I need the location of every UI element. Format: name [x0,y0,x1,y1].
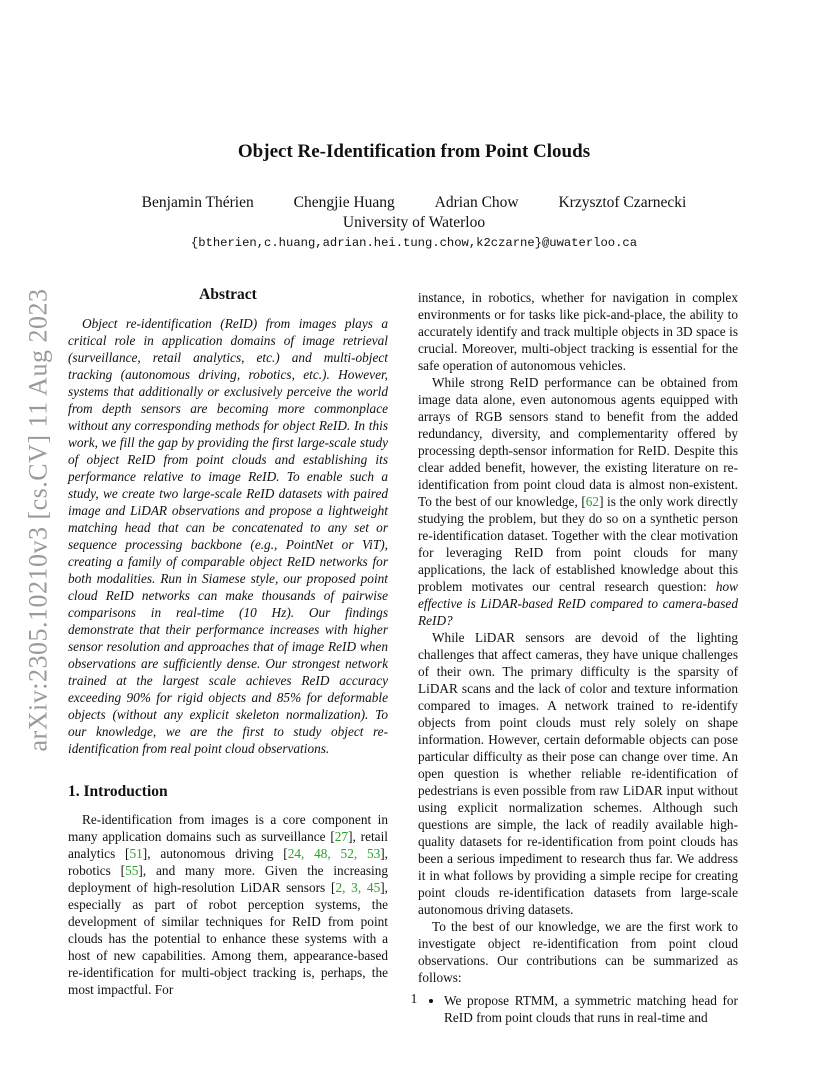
author-emails: {btherien,c.huang,adrian.hei.tung.chow,k2czarne}@uwaterloo.ca [190,236,638,250]
abstract-text: Object re-identification (ReID) from images plays a critical role in application domains of image retrieval (surveillance, retail analytics, etc.) and multi-object tracking (autonomous driving, robotics, etc.). However, systems that additionally or exclusively perceive the world from depth sensors are becoming more commonplace without any corresponding methods for object ReID. In this work, we fill the gap by providing the first large-scale study of object ReID from point clouds and establishing its performance relative to image ReID. To enable such a study, we create two large-scale ReID datasets with paired image and LiDAR observations and propose a lightweight matching head that can be concatenated to any set or sequence processing backbone (e.g., PointNet or ViT), creating a family of comparable object ReID networks for both modalities. Run in Siamese style, our proposed point cloud ReID networks can make thousands of pairwise comparisons in real-time (10 Hz). Our findings demonstrate that their performance increases with higher sensor resolution and approaches that of image ReID when observations are sufficiently dense. Our strongest network trained at the largest scale achieves ReID accuracy exceeding 90% for rigid objects and 85% for deformable objects (without any explicit skeleton normalization). To our knowledge, we are the first to study object re-identification from real point cloud observations. [68,316,388,756]
arxiv-identifier: arXiv:2305.10210v3 [cs.CV] 11 Aug 2023 [23,288,52,752]
section-heading-introduction: 1. Introduction [68,783,168,800]
author-name: Benjamin Thérien [141,194,254,211]
paper-title: Object Re-Identification from Point Clouds [237,141,591,162]
citation-link[interactable]: 2, 3, 45 [335,880,381,895]
list-item: • We propose RTMM, a symmetric matching head for ReID from point clouds that runs in real-time and [444,992,738,1026]
affiliation: University of Waterloo [342,214,486,231]
page-number: 1 [410,991,418,1006]
citation-link[interactable]: 51 [129,846,143,861]
abstract-heading: Abstract [199,286,257,303]
right-column [418,289,738,1026]
citation-link[interactable]: 24, 48, 52, 53 [287,846,381,861]
arxiv-sidebar [18,280,58,760]
intro-paragraph: Re-identification from images is a core component in many application domains such as surveillance [27], retail analytics [51], autonomous driving [24, 48, 52, 53], robotics [55], and many more. Given the increasing deployment of high-resolution LiDAR sensors [2, 3, 45], especially as part of robot perception systems, the development of similar techniques for ReID from point clouds has the potential to enhance these systems with a host of new capabilities. Among them, appearance-based re-identification for multi-object tracking is, perhaps, the most impactful. For [68,812,389,997]
citation-link[interactable]: 27 [334,829,349,844]
author-list [0,194,828,212]
author-name: Adrian Chow [434,194,519,211]
author-name: Chengjie Huang [293,194,395,211]
left-column [68,286,388,998]
research-question: how effective is LiDAR-based ReID compared to camera-based ReID? [418,579,738,628]
body-paragraph: instance, in robotics, whether for navigation in complex environments or for tasks like pick-and-place, the ability to accurately identify and track multiple objects in 3D space is crucial. Moreover, multi-object tracking is essential for the safe operation of autonomous vehicles. [418,290,738,373]
citation-link[interactable]: 62 [585,494,600,509]
body-paragraph: While strong ReID performance can be obtained from image data alone, even autonomous agents equipped with arrays of RGB sensors stand to benefit from the added redundancy, diversity, and complementarity offered by processing depth-sensor information for ReID. Despite this clear added benefit, however, the existing literature on re-identification from point cloud data is almost non-existent. To the best of our knowledge, [62] is the only work directly studying the problem, but they do so on a synthetic person re-identification dataset. Together with the clear motivation for leveraging ReID from point clouds for many applications, the lack of established knowledge about this problem motivates our central research question: how effective is LiDAR-based ReID compared to camera-based ReID? [418,375,738,628]
body-paragraph: To the best of our knowledge, we are the first work to investigate object re-identification from point cloud observations. Our contributions can be summarized as follows: [418,919,738,985]
citation-link[interactable]: 55 [125,863,139,878]
author-name: Krzysztof Czarnecki [558,194,687,211]
body-paragraph: While LiDAR sensors are devoid of the lighting challenges that affect cameras, they have unique challenges of their own. The primary difficulty is the sparsity of LiDAR scans and the lack of color and texture information compared to images. A network trained to re-identify objects from point clouds must rely solely on shape information. However, certain deformable objects can pose particular difficulty as their pose can change over time. An open question is whether reliable re-identification of pedestrians is even possible from raw LiDAR input without using explicit normalization schemes. Although such questions are simple, the lack of readily available high-quality datasets for re-identification from point clouds has been a serious impediment to research thus far. We address it in what follows by providing a simple recipe for creating point clouds re-identification datasets from large-scale autonomous driving datasets. [418,630,738,917]
